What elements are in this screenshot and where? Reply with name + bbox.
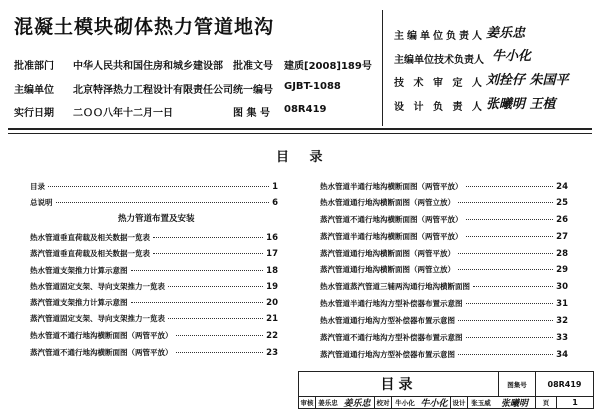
toc-leader (466, 236, 554, 237)
editor-label: 主编单位 (14, 85, 54, 96)
toc-entry-text: 蒸汽管道垂直荷载及相关数据一览表 (30, 249, 150, 258)
page-label: 页 (536, 397, 557, 408)
toc-leader (56, 202, 270, 203)
check-label: 校对 (375, 397, 392, 408)
tech-lead-role: 主编单位技术负责人 (394, 55, 484, 66)
toc-entry-text: 蒸汽管道不通行地沟横断面图（两管平放） (30, 348, 173, 357)
toc-entry[interactable] (30, 347, 278, 360)
title-block (298, 371, 594, 409)
toc-entry-page: 6 (272, 198, 278, 208)
toc-entry-page: 19 (266, 282, 278, 292)
toc-leader (176, 352, 264, 353)
toc-entry-page: 25 (556, 198, 568, 208)
toc-leader (466, 186, 554, 187)
title-block-name: 目录 (299, 372, 499, 396)
tech-lead-signature: 牛小化 (492, 49, 532, 64)
toc-entry-text: 蒸汽管道支架推力计算示意图 (30, 298, 128, 307)
toc-leader (131, 302, 264, 303)
toc-entry-page: 30 (556, 282, 568, 292)
approval-dept-value: 中华人民共和国住房和城乡建设部 (73, 61, 223, 72)
toc-leader (168, 286, 263, 287)
toc-entry-page: 29 (556, 265, 568, 275)
toc-entry-page: 17 (266, 249, 278, 259)
toc-entry-text: 蒸汽管道通行地沟横断面图（两管平放） (320, 249, 455, 258)
toc-entry[interactable] (30, 330, 278, 343)
toc-entry[interactable] (30, 297, 278, 310)
toc-entry[interactable] (30, 265, 278, 278)
toc-entry[interactable] (320, 332, 568, 345)
toc-entry[interactable] (30, 248, 278, 261)
toc-entry-text: 热水管道固定支架、导向支架推力一览表 (30, 282, 165, 291)
toc-entry-page: 34 (556, 350, 568, 360)
atlas-no-label-cell: 图集号 (499, 372, 536, 396)
toc-entry[interactable] (320, 349, 568, 362)
toc-leader (466, 219, 554, 220)
toc-entry-text: 热水管道通行地沟方型补偿器布置示意图 (320, 316, 455, 325)
toc-entry-page: 32 (556, 316, 568, 326)
unified-no-label: 统一编号 (233, 85, 273, 96)
toc-entry-page: 20 (266, 298, 278, 308)
toc-entry-page: 22 (266, 331, 278, 341)
toc-entry-text: 热水管道通行地沟横断面图（两管立放） (320, 198, 455, 207)
toc-leader (131, 270, 264, 271)
toc-entry[interactable] (320, 298, 568, 311)
effective-date-value: 二ＯＯ八年十二月一日 (73, 108, 173, 119)
editor-value: 北京特泽热力工程设计有限责任公司 (73, 85, 233, 96)
effective-date-label: 实行日期 (14, 108, 54, 119)
toc-leader (458, 202, 553, 203)
toc-entry-text: 蒸汽管道固定支架、导向支架推力一览表 (30, 314, 165, 323)
toc-entry-page: 23 (266, 348, 278, 358)
toc-entry-page: 27 (556, 232, 568, 242)
toc-leader (168, 318, 263, 319)
toc-entry-text: 蒸汽管道半通行地沟横断面图（两管平放） (320, 232, 463, 241)
toc-leader (473, 286, 553, 287)
chief-unit-lead-signature: 姜乐忠 (486, 26, 526, 41)
toc-entry-text: 蒸汽管道不通行地沟方型补偿器布置示意图 (320, 333, 463, 342)
toc-entry[interactable] (320, 181, 568, 194)
toc-entry-text: 蒸汽管道通行地沟方型补偿器布置示意图 (320, 350, 455, 359)
toc-entry-text: 蒸汽管道不通行地沟横断面图（两管平放） (320, 215, 463, 224)
toc-heading: 目 录 (276, 150, 331, 165)
toc-entry[interactable] (30, 181, 278, 194)
toc-entry-text: 热水管道支架推力计算示意图 (30, 266, 128, 275)
toc-entry-text: 蒸汽管道通行地沟横断面图（两管立放） (320, 265, 455, 274)
toc-entry-page: 21 (266, 314, 278, 324)
design-lead-role: 设 计 负 责 人 (394, 102, 485, 113)
toc-entry[interactable] (320, 197, 568, 210)
toc-leader (466, 303, 554, 304)
toc-entry-page: 18 (266, 266, 278, 276)
toc-entry[interactable] (30, 232, 278, 245)
toc-entry-page: 33 (556, 333, 568, 343)
toc-entry-page: 26 (556, 215, 568, 225)
toc-entry[interactable] (30, 313, 278, 326)
header-divider (382, 10, 383, 126)
toc-entry-page: 1 (272, 182, 278, 192)
toc-entry[interactable] (320, 281, 568, 294)
toc-entry[interactable] (320, 214, 568, 227)
review-label: 审核 (299, 397, 316, 408)
approval-doc-label: 批准文号 (233, 61, 273, 72)
header-bottom-rule-thin (8, 133, 592, 134)
toc-leader (466, 337, 554, 338)
toc-leader (153, 237, 263, 238)
atlas-no-value: 08R419 (284, 104, 327, 115)
atlas-no-cell: 08R419 (547, 379, 582, 389)
toc-entry-page: 24 (556, 182, 568, 192)
tech-reviewer-signature: 刘拴仔 朱国平 (486, 73, 569, 88)
toc-leader (458, 354, 553, 355)
toc-section-heading: 热力管道布置及安装 (118, 214, 195, 224)
page-number: 1 (572, 398, 578, 407)
toc-entry[interactable] (30, 281, 278, 294)
toc-leader (458, 269, 553, 270)
reviewer-name: 姜乐忠 (318, 399, 338, 407)
toc-entry-text: 热水管道半通行地沟横断面图（两管平放） (320, 182, 463, 191)
toc-entry-page: 28 (556, 249, 568, 259)
header-bottom-rule (8, 128, 592, 130)
toc-entry-page: 31 (556, 299, 568, 309)
toc-leader (176, 335, 264, 336)
toc-entry-text: 热水管道垂直荷载及相关数据一览表 (30, 233, 150, 242)
designer-signature: 张曦明 (494, 396, 536, 408)
toc-entry-page: 16 (266, 233, 278, 243)
reviewer-signature: 姜乐忠 (340, 396, 375, 408)
checker-signature: 牛小化 (418, 396, 451, 408)
approval-dept-label: 批准部门 (14, 61, 54, 72)
toc-leader (48, 186, 269, 187)
atlas-no-label: 图 集 号 (233, 108, 270, 119)
tech-reviewer-role: 技 术 审 定 人 (394, 78, 485, 89)
toc-entry-text: 热水管道蒸汽管道三辅两沟通行地沟横断面图 (320, 282, 470, 291)
toc-leader (153, 253, 263, 254)
approval-doc-value: 建质[2008]189号 (284, 61, 372, 72)
toc-leader (458, 320, 553, 321)
designer-name: 张玉威 (471, 399, 491, 407)
document-title: 混凝土模块砌体热力管道地沟 (14, 16, 275, 38)
toc-entry[interactable] (320, 231, 568, 244)
toc-entry-text: 热水管道半通行地沟方型补偿器布置示意图 (320, 299, 463, 308)
toc-entry[interactable] (320, 248, 568, 261)
chief-unit-lead-role: 主编单位负责人 (394, 31, 485, 42)
toc-entry[interactable] (30, 197, 278, 210)
unified-no-value: GJBT-1088 (284, 81, 341, 92)
toc-entry[interactable] (320, 264, 568, 277)
design-lead-signature: 张曦明 王植 (486, 97, 556, 112)
toc-entry-text: 总说明 (30, 198, 53, 207)
toc-entry-text: 热水管道不通行地沟横断面图（两管平放） (30, 331, 173, 340)
toc-entry-text: 目录 (30, 182, 45, 191)
checker-name: 牛小化 (395, 399, 415, 407)
toc-entry[interactable] (320, 315, 568, 328)
design-label: 设计 (451, 397, 468, 408)
toc-leader (458, 253, 553, 254)
